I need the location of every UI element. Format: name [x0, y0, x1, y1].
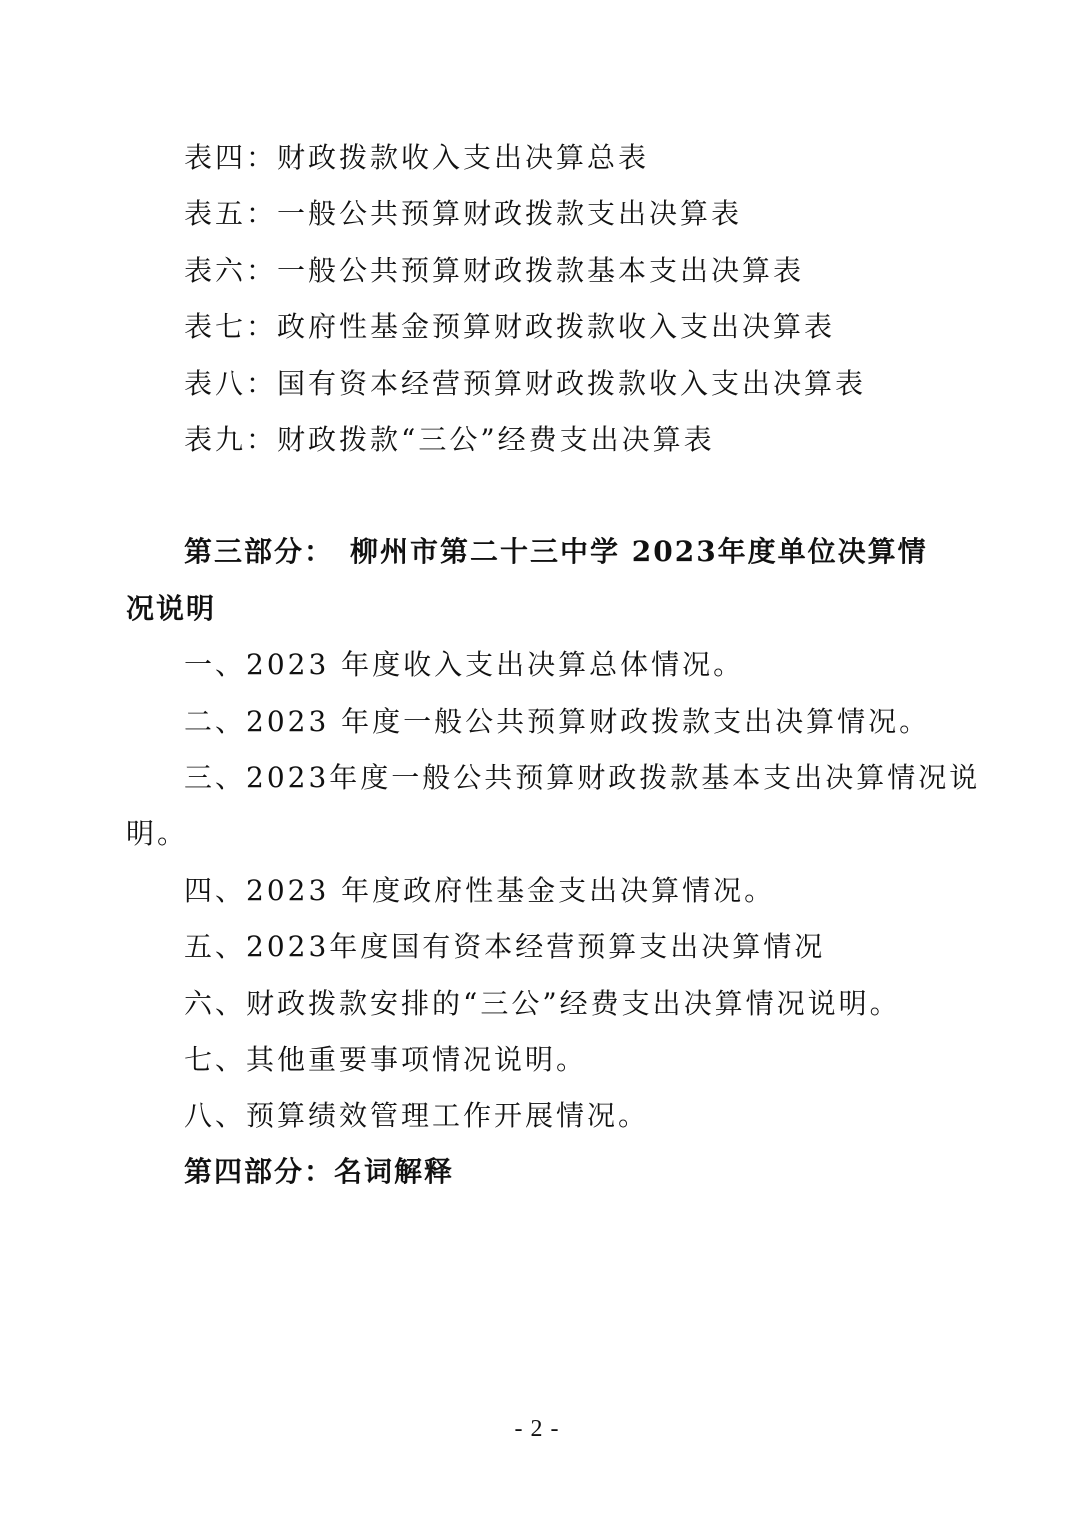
part4-heading: 第四部分：名词解释: [184, 1155, 455, 1188]
part3-heading: 第三部分： 柳州市第二十三中学 2023年度单位决算情: [184, 535, 928, 568]
part3-item: 三、2023年度一般公共预算财政拨款基本支出决算情况说: [184, 761, 981, 794]
table-list-item: 表六：一般公共预算财政拨款基本支出决算表: [184, 254, 805, 287]
part3-item: 四、2023 年度政府性基金支出决算情况。: [184, 874, 776, 907]
table-list-item: 表七：政府性基金预算财政拨款收入支出决算表: [184, 310, 836, 343]
page-number: - 2 -: [514, 1416, 560, 1442]
part3-item: 七、其他重要事项情况说明。: [184, 1043, 588, 1076]
part3-item: 二、2023 年度一般公共预算财政拨款支出决算情况。: [184, 705, 931, 738]
part3-item: 一、2023 年度收入支出决算总体情况。: [184, 648, 745, 681]
table-list-item: 表九：财政拨款“三公”经费支出决算表: [184, 423, 715, 456]
table-list-item: 表八：国有资本经营预算财政拨款收入支出决算表: [184, 367, 867, 400]
table-list-item: 表五：一般公共预算财政拨款支出决算表: [184, 197, 743, 230]
part3-item: 八、预算绩效管理工作开展情况。: [184, 1099, 650, 1132]
part3-item: 六、财政拨款安排的“三公”经费支出决算情况说明。: [184, 987, 901, 1020]
part3-heading-continued: 况说明: [126, 592, 217, 625]
table-list-item: 表四：财政拨款收入支出决算总表: [184, 141, 650, 174]
part3-item-continued: 明。: [126, 817, 189, 850]
part3-item: 五、2023年度国有资本经营预算支出决算情况: [184, 930, 826, 963]
